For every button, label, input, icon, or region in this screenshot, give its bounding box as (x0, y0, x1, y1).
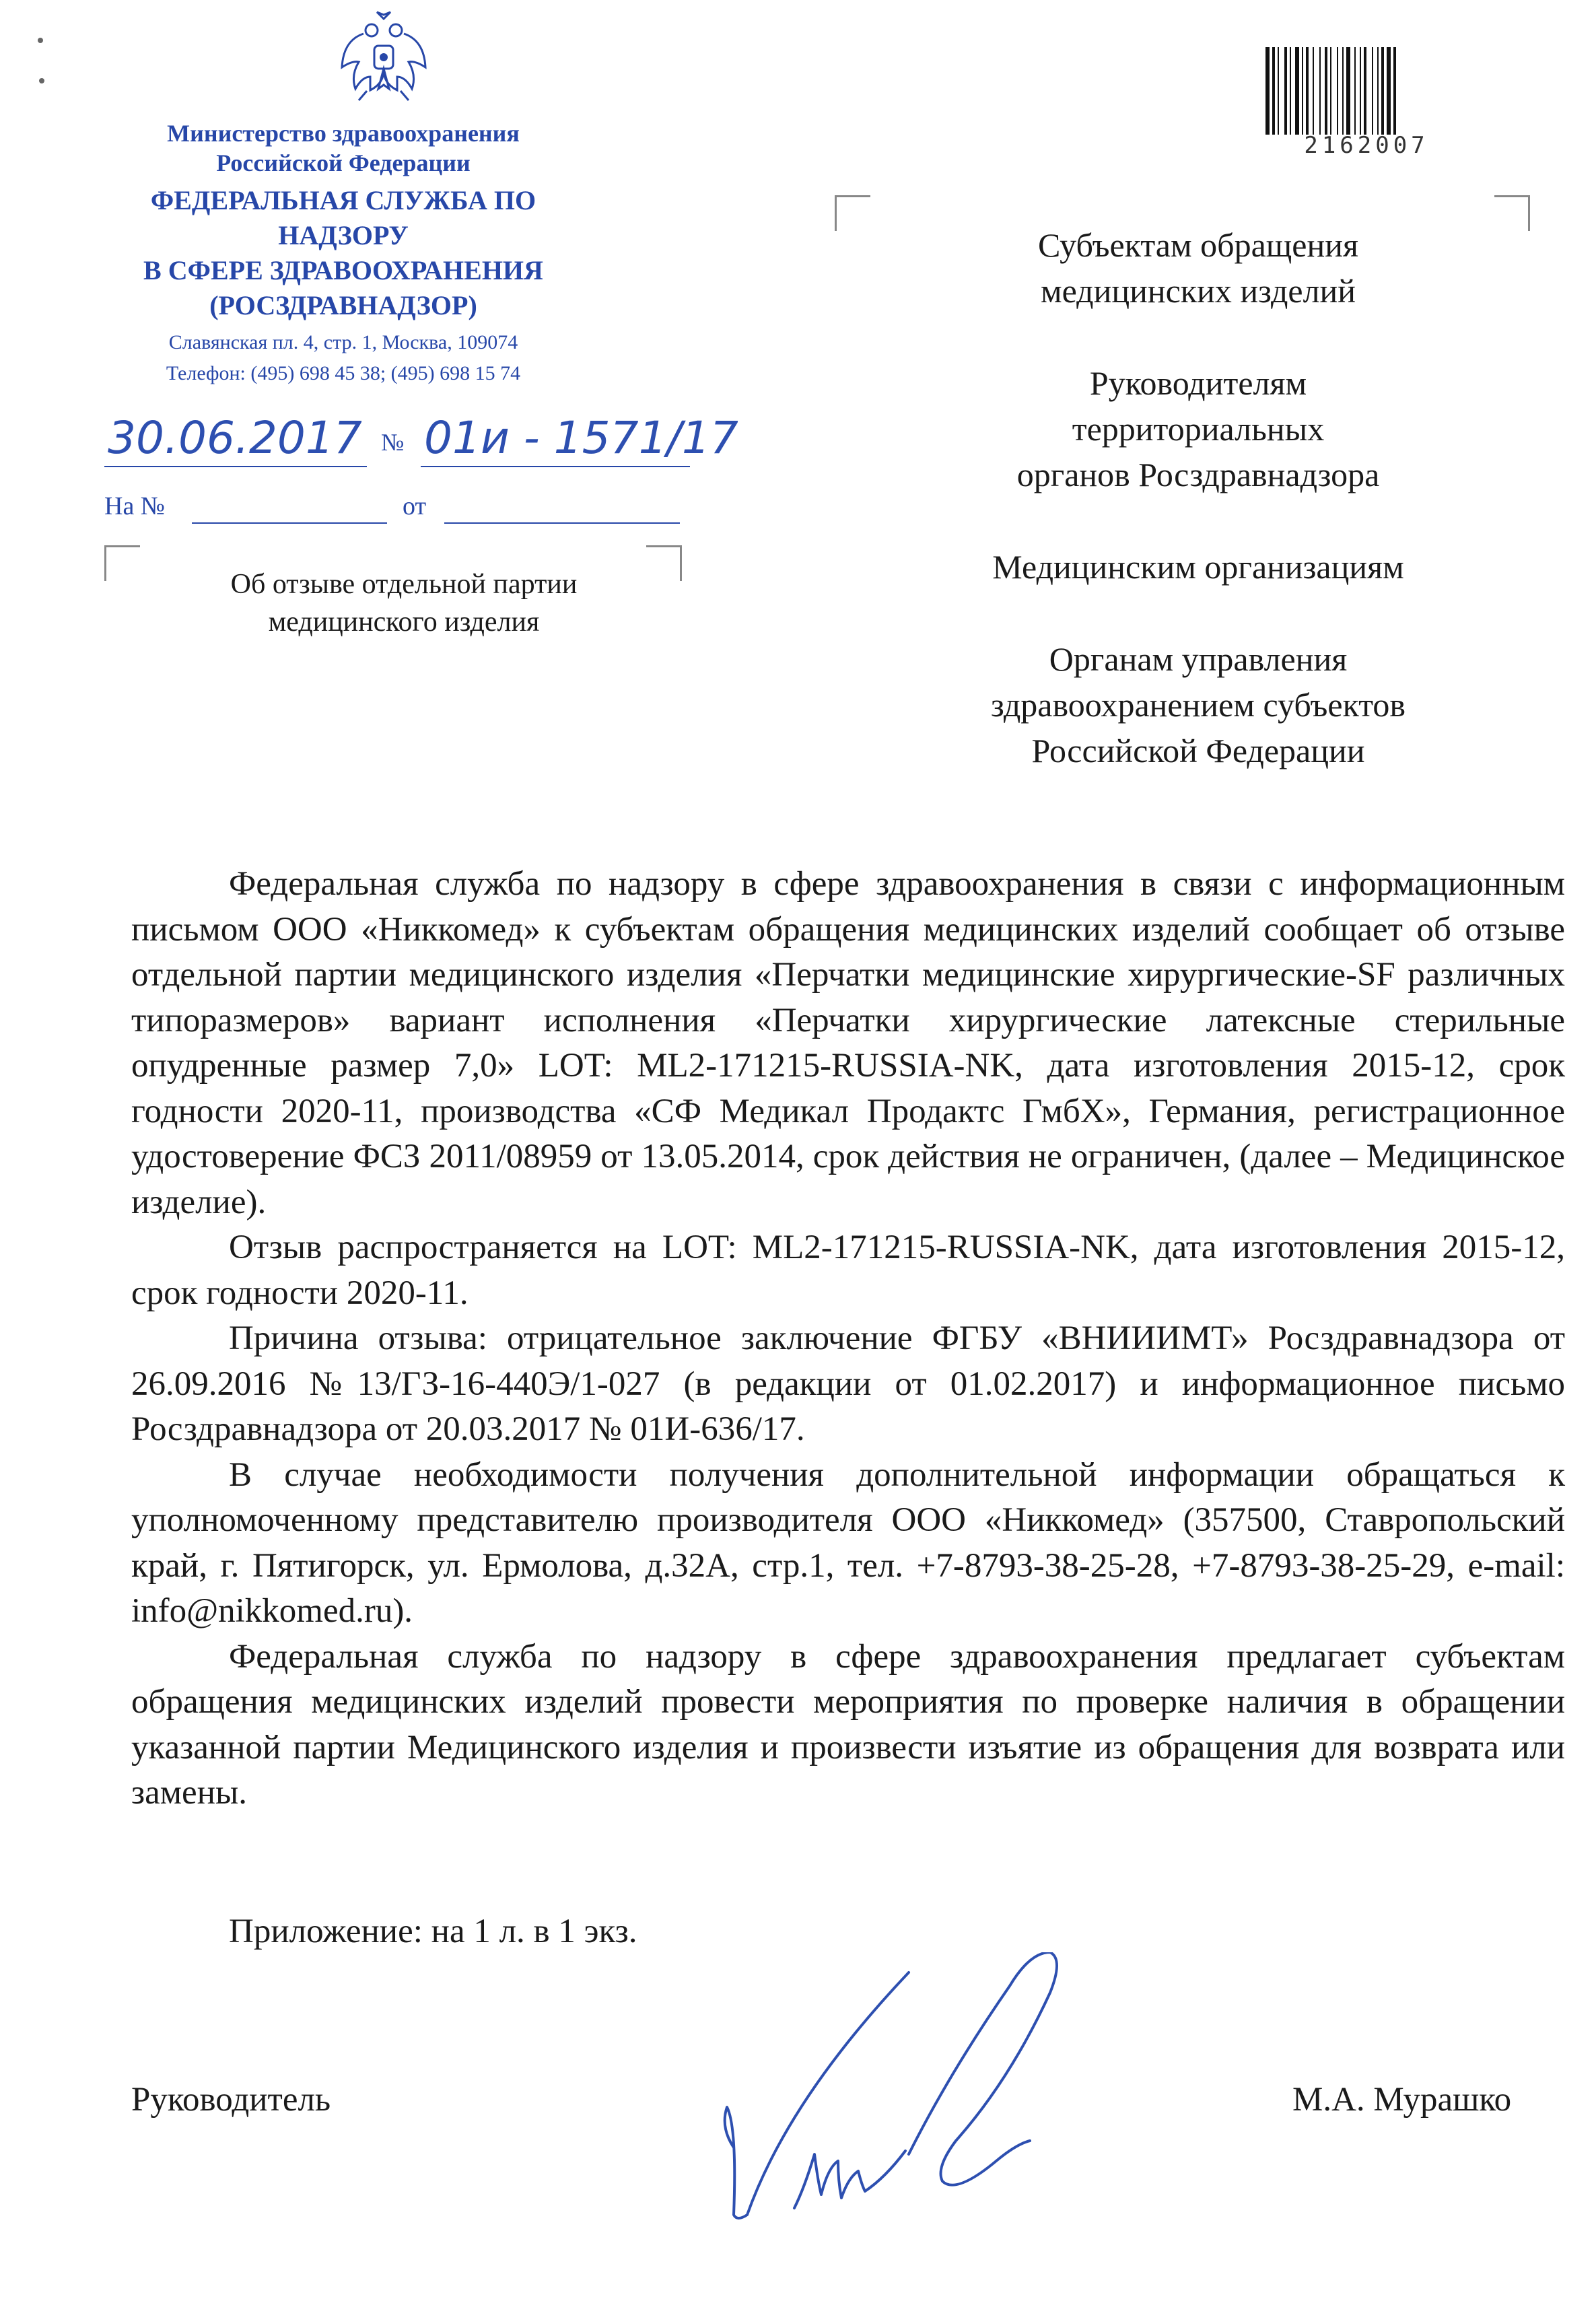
barcode-bar (1342, 47, 1344, 135)
barcode-bar (1284, 47, 1287, 135)
ministry-name (94, 118, 592, 178)
body-paragraph: В случае необходимости получения дополнительной информации обращаться к уполномоченному представителю производителя ООО «Никкомед» (357500, Ставропольский край, г. Пятигорск, ул. Ермолова, д.32А, стр.1, тел. +7-8793-38-25-28, +7-8793-38-25-29, e-mail: info@nikkomed.ru). (131, 1455, 1565, 1630)
subject-line: Об отзыве отдельной партии (230, 569, 578, 600)
subject-line: медицинского изделия (268, 607, 540, 638)
body-paragraph: Федеральная служба по надзору в сфере здравоохранения предлагает субъектам обращения медицинских изделий провести мероприятия по проверке наличия в обращении указанной партии Медицинского изделия и произвести изъятие из обращения для возврата или замены. (131, 1637, 1565, 1812)
barcode-bar (1302, 47, 1303, 135)
barcode-bar (1354, 47, 1356, 135)
recipient-line: органов Росздравнадзора (1016, 456, 1380, 493)
scan-artifact (27, 27, 54, 94)
registration-number: 01и - 1571/17 (424, 412, 738, 464)
ministry-line: Российской Федерации (216, 149, 471, 176)
barcode-bar (1337, 47, 1338, 135)
barcode-bar (1319, 47, 1321, 135)
signer-name: М.А. Мурашко (1292, 2081, 1512, 2119)
letter-body (131, 862, 1565, 1816)
recipient-block (929, 636, 1467, 774)
recipient-line: Органам управления (1049, 640, 1348, 678)
registration-number-label: № (381, 429, 405, 456)
ministry-line: Министерство здравоохранения (167, 120, 520, 147)
reference-from-underline (444, 522, 680, 524)
barcode-bar (1272, 47, 1275, 135)
reference-number-underline (192, 522, 387, 524)
recipient-line: здравоохранением субъектов (990, 686, 1406, 724)
barcode-bar (1346, 47, 1350, 135)
barcode-bar (1295, 47, 1299, 135)
barcode-bar (1387, 47, 1391, 135)
barcode-bar (1306, 47, 1309, 135)
barcode-bar (1372, 47, 1373, 135)
reference-from-label: от (403, 492, 427, 520)
recipient-line: Руководителям (1089, 364, 1307, 402)
recipient-line: медицинских изделий (1040, 272, 1356, 310)
barcode-bar (1364, 47, 1366, 135)
registration-date-underline (104, 466, 367, 467)
barcode-bar (1265, 47, 1270, 135)
agency-contacts (94, 327, 592, 389)
body-paragraph: Отзыв распространяется на LOT: ML2-171215-RUSSIA-NK, дата изготовления 2015-12, срок годности 2020-11. (131, 1229, 1565, 1312)
agency-address: Славянская пл. 4, стр. 1, Москва, 109074 (168, 331, 518, 353)
barcode-bar (1290, 47, 1291, 135)
barcode-bar (1330, 47, 1331, 135)
recipient-line: Субъектам обращения (1038, 226, 1358, 264)
agency-line: В СФЕРЕ ЗДРАВООХРАНЕНИЯ (143, 255, 543, 285)
barcode-bar (1278, 47, 1279, 135)
recipient-line: Российской Федерации (1031, 732, 1365, 769)
agency-line: (РОСЗДРАВНАДЗОР) (209, 290, 477, 320)
recipient-line: территориальных (1072, 410, 1325, 448)
reference-number-label: На № (104, 492, 166, 520)
barcode-bar (1377, 47, 1379, 135)
barcode-bar (1393, 47, 1396, 135)
attachment-note: Приложение: на 1 л. в 1 экз. (229, 1913, 637, 1950)
registration-date: 30.06.2017 (108, 412, 362, 464)
barcode (1265, 47, 1467, 135)
handwritten-signature (687, 1952, 1144, 2235)
recipient-line: Медицинским организациям (992, 548, 1404, 586)
registration-number-underline (421, 466, 690, 467)
recipient-block (929, 222, 1467, 314)
body-paragraph: Причина отзыва: отрицательное заключение ФГБУ «ВНИИИМТ» Росздравнадзора от 26.09.2016 №13/ГЗ-16-440Э/1-027 (в редакции от 01.02.2017) и информационное письмо Росздравнадзора от 20.03.2017 № 01И-636/17. (131, 1319, 1565, 1448)
recipient-block (929, 544, 1467, 590)
body-paragraph: Федеральная служба по надзору в сфере здравоохранения в связи с информационным письмом ООО «Никкомед» к субъектам обращения медицинских изделий сообщает об отзыве отдельной партии медицинского изделия «Перчатки медицинские хирургические-SF различных типоразмеров» вариант исполнения «Перчатки хирургические латексные стерильные опудренные размер 7,0» LOT: ML2-171215-RUSSIA-NK, дата изготовления 2015-12, срок годности 2020-11, производства «СФ Медикал Продактс ГмбХ», Германия, регистрационное удостоверение ФСЗ 2011/08959 от 13.05.2014, срок действия не ограничен, (далее – Медицинское изделие). (131, 865, 1565, 1221)
agency-line: ФЕДЕРАЛЬНАЯ СЛУЖБА ПО НАДЗОРУ (150, 185, 536, 250)
barcode-bar (1325, 47, 1327, 135)
recipient-corner-right (1494, 195, 1530, 231)
barcode-bar (1381, 47, 1384, 135)
agency-phone: Телефон: (495) 698 45 38; (495) 698 15 74 (166, 362, 521, 384)
coat-of-arms-emblem (337, 7, 431, 108)
signer-title: Руководитель (131, 2081, 331, 2119)
letter-subject (135, 565, 673, 641)
barcode-number: 2162007 (1304, 132, 1429, 159)
barcode-bar (1313, 47, 1314, 135)
recipient-block (929, 360, 1467, 497)
agency-name (94, 183, 592, 323)
recipient-corner-left (835, 195, 870, 231)
barcode-bar (1360, 47, 1361, 135)
